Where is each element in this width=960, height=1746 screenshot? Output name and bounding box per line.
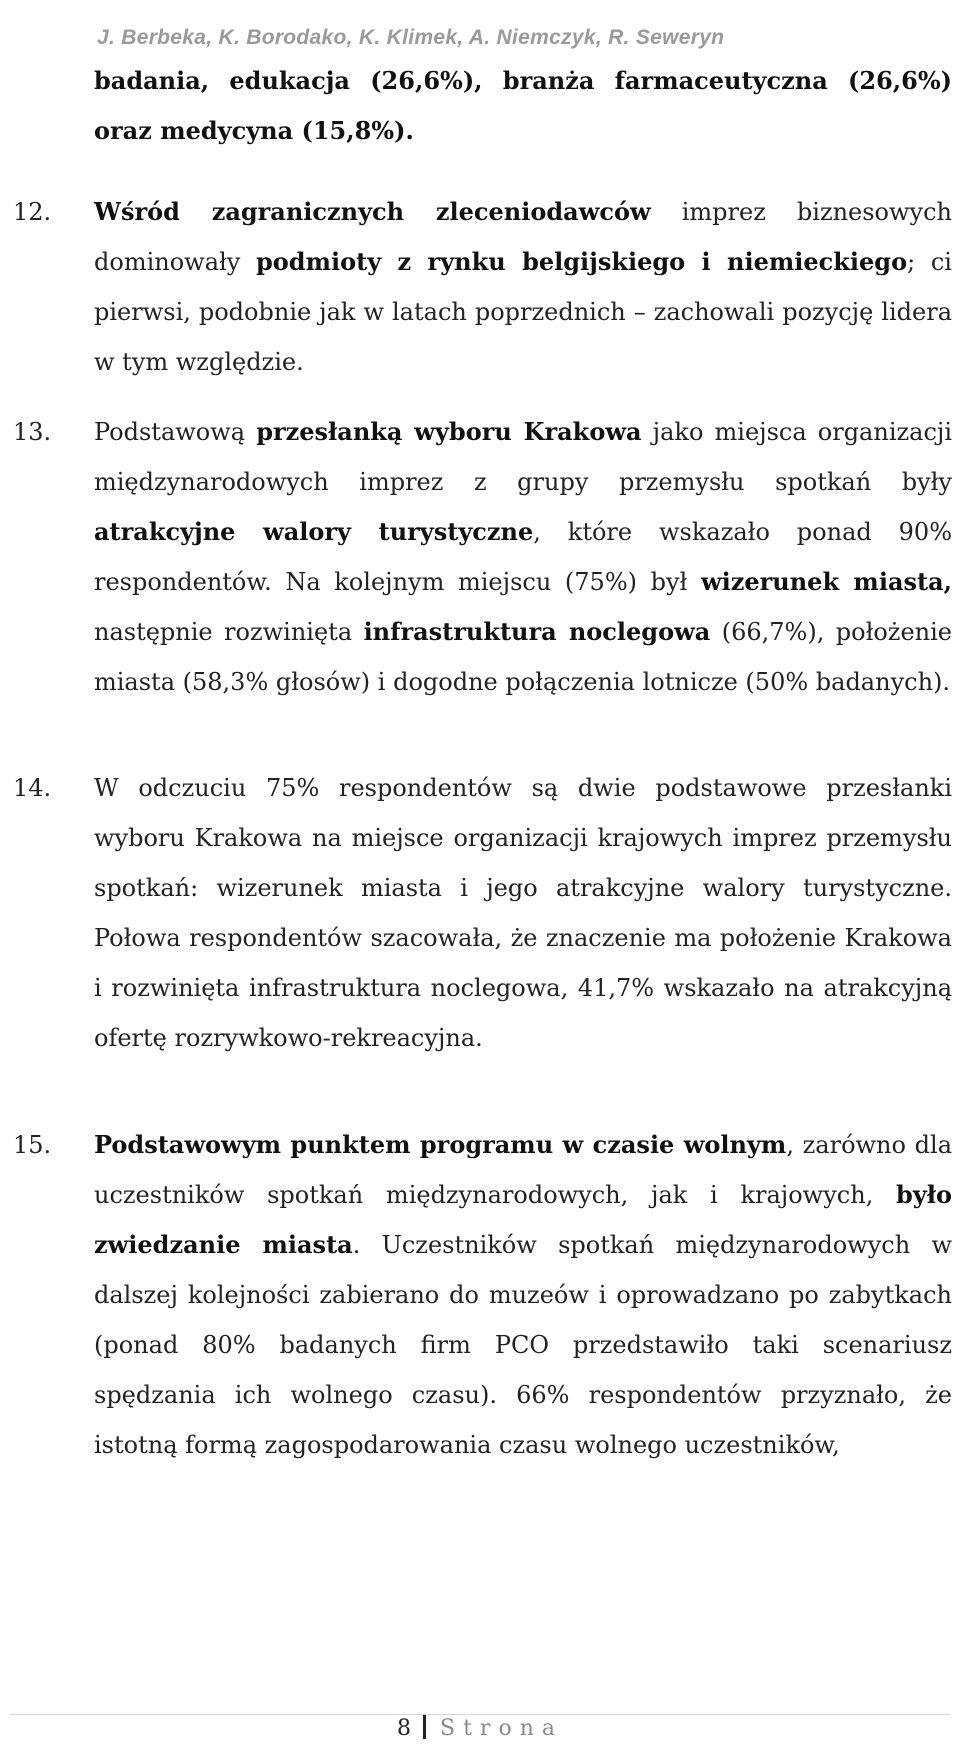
paragraph-number-14: 14.: [13, 774, 52, 802]
paragraph-number-15: 15.: [13, 1131, 52, 1159]
text-run: ; ci pierwsi, podobnie jak w latach poprzednich – zachowali pozycję lidera w tym względzie.: [94, 248, 952, 376]
text-run: następnie rozwinięta: [94, 618, 364, 646]
paragraph-number-13: 13.: [13, 418, 52, 446]
bold-text-run: Wśród zagranicznych zleceniodawców: [94, 197, 651, 226]
page-footer: [0, 1714, 960, 1744]
bold-text-run: wizerunek miasta,: [700, 567, 952, 596]
bold-text-run: infrastruktura noclegowa: [363, 617, 711, 646]
text-run: Podstawową: [94, 418, 257, 446]
paragraph-number-12: 12.: [13, 198, 52, 226]
text-run: W odczuciu 75% respondentów są dwie podstawowe przesłanki wyboru Krakowa na miejsce organizacji krajowych imprez przemysłu spotkań: wizerunek miasta i jego atrakcyjne walory turystyczne. Połowa respondentów szacowała, że znaczenie ma położenie Krakowa i rozwinięta infrastruktura noclegowa, 41,7% wskazało na atrakcyjną ofertę rozrywkowo-rekreacyjna.: [94, 774, 952, 1052]
bold-text-run: przesłanką wyboru Krakowa: [256, 417, 642, 446]
bold-text-run: podmioty z rynku belgijskiego i niemieckiego: [256, 247, 908, 276]
text-run: (66,7%), położenie miasta (58,3% głosów) i dogodne połączenia lotnicze (50% badanych).: [94, 618, 952, 696]
text-run: . Uczestników spotkań międzynarodowych w dalszej kolejności zabierano do muzeów i oprowadzano po zabytkach (ponad 80% badanych firm PCO przedstawiło taki scenariusz spędzania ich wolnego czasu). 66% respondentów przyznało, że istotną formą zagospodarowania czasu wolnego uczestników,: [94, 1231, 952, 1459]
running-header-authors: J. Berbeka, K. Borodako, K. Klimek, A. Niemczyk, R. Seweryn: [97, 26, 725, 49]
paragraph-13: [94, 407, 952, 707]
paragraph-continuation: [94, 56, 952, 156]
paragraph-15: [94, 1120, 952, 1470]
bold-text-run: badania, edukacja (26,6%), branża farmaceutyczna (26,6%) oraz medycyna (15,8%).: [94, 66, 952, 145]
page-number: 8: [397, 1716, 412, 1741]
bold-text-run: było zwiedzanie miasta: [94, 1180, 952, 1259]
text-run: jako miejsca organizacji międzynarodowych imprez z grupy przemysłu spotkań były: [94, 418, 953, 496]
paragraph-14: [94, 763, 952, 1063]
page-label: Strona: [440, 1716, 563, 1741]
bold-text-run: atrakcyjne walory turystyczne: [94, 517, 534, 546]
paragraph-12: [94, 187, 952, 387]
text-run: imprez biznesowych dominowały: [94, 198, 953, 276]
text-run: , zarówno dla uczestników spotkań międzynarodowych, jak i krajowych,: [94, 1131, 953, 1209]
text-run: , które wskazało ponad 90% respondentów. Na kolejnym miejscu (75%) był: [94, 518, 953, 596]
bold-text-run: Podstawowym punktem programu w czasie wolnym: [94, 1130, 787, 1159]
footer-separator: [423, 1715, 426, 1739]
